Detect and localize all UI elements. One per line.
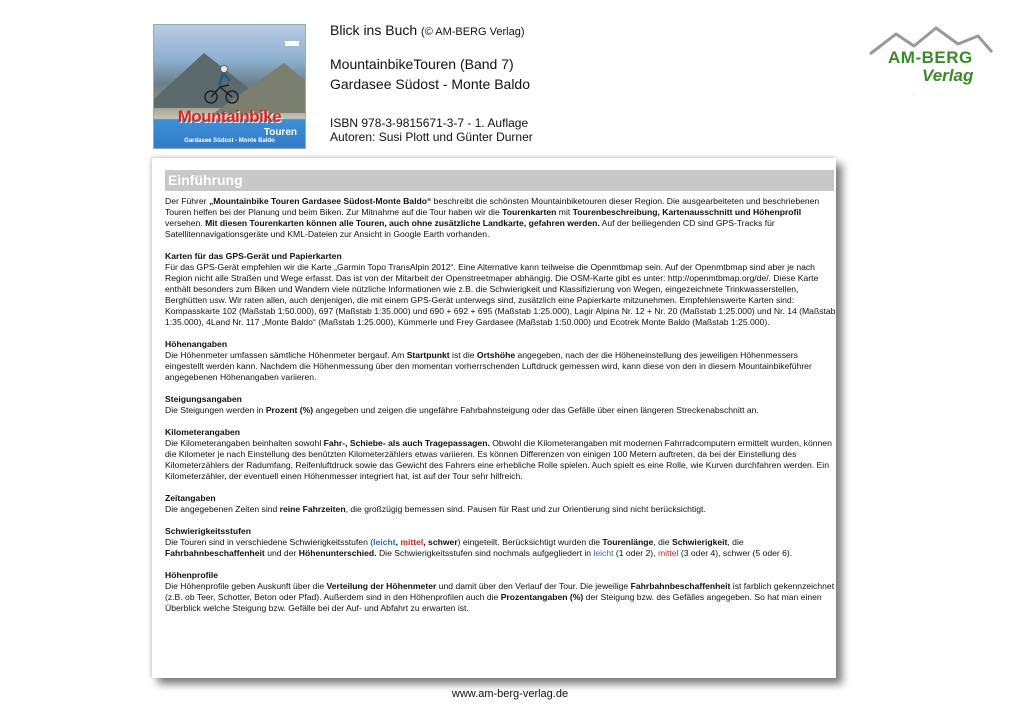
text-run: ist die — [449, 350, 477, 360]
heading-hoehenprofile: Höhenprofile — [165, 570, 218, 580]
text-run: , die — [727, 537, 744, 547]
text-run: Die angegebenen Zeiten sind — [165, 504, 280, 514]
cover-biker-image — [202, 59, 242, 105]
heading-kilometer: Kilometerangaben — [165, 427, 240, 437]
text-run: Fahrbahnbeschaffenheit — [165, 548, 265, 558]
footer-url[interactable]: www.am-berg-verlag.de — [451, 688, 569, 700]
cover-publisher-logo — [285, 41, 299, 46]
text-run: (1 oder 2), — [613, 548, 658, 558]
heading-gps: Karten für das GPS-Gerät und Papierkarten — [165, 251, 342, 261]
book-title: MountainbikeTouren (Band 7) — [330, 56, 514, 72]
text-run: , — [395, 537, 401, 547]
text-run: mittel — [657, 548, 679, 558]
text-run: Tourenlänge — [602, 537, 654, 547]
text-run: Die Höhenprofile geben Auskunft über die — [165, 581, 327, 591]
book-authors: Autoren: Susi Plott und Günter Durner — [330, 130, 533, 144]
section-heading-bar — [165, 170, 834, 191]
text-run: Obwohl die Kilometerangaben mit modernen Fahrradcomputern ermittelt wurden, können die Kilometer je nach Einstellung des benützten Kilometerzählers etwas variieren. Es können Differenzen von einigen 100 Metern auftreten, da bei der Einstellung des Kilometerzählers der Radumfang, Reifenluftdruck sowie das Gewicht des Fahrers eine erhebliche Rolle spielen. Auch spielt es eine Rolle, wie Kurven durchfahren werden. Ein Kilometerzähler, der eventuell einen Höhenmesser integriert hat, ist auf der Tour sehr hilfreich. — [165, 438, 832, 481]
paragraph-hoehe — [165, 350, 837, 383]
paragraph-schwierigkeit — [165, 537, 837, 559]
text-run: , schwer — [423, 537, 458, 547]
text-run: Mit diesen Tourenkarten können alle Touren, auch ohne zusätzliche Landkarte, gefahren werden. — [205, 218, 600, 228]
text-run: „Mountainbike Touren Gardasee Südost-Monte Baldo“ — [208, 196, 432, 206]
text-run: Die Höhenmeter umfassen sämtliche Höhenmeter bergauf. Am — [165, 350, 407, 360]
text-run: Tourenkarten — [502, 207, 557, 217]
paragraph-steigung — [165, 405, 837, 416]
cover-brand: Mountainbike — [177, 107, 282, 126]
logo-text-verlag: Verlag — [922, 66, 974, 85]
book-subtitle: Gardasee Südost - Monte Baldo — [330, 76, 531, 92]
heading-schwierigkeit: Schwierigkeitsstufen — [165, 526, 251, 536]
text-run: angegeben, nach der die Höheneinstellung des jeweiligen Höhenmessers eingestellt werden kann. Nachdem die Höhenmessung über den momentan vorherrschenden Luftdruck gemessen wird, kann diese von den in diesem Mountainbikeführer angegebenen Höhenangaben variieren. — [165, 350, 812, 382]
heading-zeit: Zeitangaben — [165, 493, 216, 503]
text-run: Startpunkt — [406, 350, 450, 360]
logo-text-amberg: AM-BERG — [888, 48, 973, 67]
text-run: , die — [653, 537, 672, 547]
paragraph-kilometer — [165, 438, 837, 482]
text-run: Ortshöhe — [476, 350, 516, 360]
text-run: beschreibt die schönsten Mountainbiketouren dieser Region. Die ausgearbeiteten und beschriebenen Touren helfen bei der Planung und beim Biken. Zur Mitnahme auf die Tour haben wir die — [165, 196, 820, 217]
text-run: (3 oder 4), schwer (5 oder 6). — [678, 548, 793, 558]
book-isbn: ISBN 978-3-9815671-3-7 - 1. Auflage — [330, 116, 529, 130]
text-run: Die Kilometerangaben beinhalten sowohl — [165, 438, 324, 448]
text-run: Prozent (%) — [265, 405, 314, 415]
text-run: Höhenunterschied. — [298, 548, 377, 558]
publisher-logo[interactable] — [866, 24, 994, 90]
text-run: ist farblich gekennzeichnet (z.B. ob Teer, Schotter, Beton oder Pfad). Außerdem sind in den Höhenprofilen auch die — [165, 581, 835, 602]
header-copyright: (© AM-BERG Verlag) — [421, 26, 525, 38]
text-run: mit — [556, 207, 573, 217]
text-run: versehen. — [165, 218, 206, 228]
cover-subtitle: Touren — [263, 127, 297, 138]
header-title: Blick ins Buch — [330, 22, 418, 38]
text-run: Die Steigungen werden in — [165, 405, 266, 415]
paragraph-intro — [165, 196, 837, 240]
page-content — [165, 196, 837, 625]
heading-hoehe: Höhenangaben — [165, 339, 228, 349]
paragraph-gps — [165, 262, 837, 328]
text-run: Tourenbeschreibung, Kartenausschnitt und Höhenprofil — [572, 207, 802, 217]
book-cover — [153, 24, 306, 149]
text-run: angegeben und zeigen die ungefähre Fahrbahnsteigung oder das Gefälle über einen längeren Streckenabschnitt an. — [313, 405, 759, 415]
text-run: Fahr-, Schiebe- als auch Tragepassagen. — [323, 438, 490, 448]
text-run: Fahrbahnbeschaffenheit — [630, 581, 731, 591]
text-run: , die großzügig bemessen sind. Pausen für Rast und zur Orientierung sind nicht berücksichtigt. — [345, 504, 706, 514]
text-run: Der Führer — [165, 196, 209, 206]
text-run: Verteilung der Höhenmeter — [326, 581, 437, 591]
text-run: Schwierigkeit — [671, 537, 728, 547]
text-run: reine Fahrzeiten — [279, 504, 346, 514]
text-run: Die Schwierigkeitsstufen sind nochmals aufgegliedert in — [376, 548, 594, 558]
text-run: leicht — [373, 537, 396, 547]
text-run: leicht — [593, 548, 614, 558]
text-run: Prozentangaben (%) — [500, 592, 584, 602]
heading-steigung: Steigungsangaben — [165, 394, 242, 404]
text-run: Auf der beiliegenden CD sind GPS-Tracks für Satellitennavigationsgeräte und KML-Dateien zur Ansicht in Google Earth vorhanden. — [165, 218, 775, 239]
text-run: mittel — [400, 537, 424, 547]
cover-region: Gardasee Südost - Monte Baldo — [184, 138, 275, 144]
text-run: und der — [264, 548, 299, 558]
text-run: ) eingeteilt. Berücksichtigt wurden die — [457, 537, 603, 547]
text-run: und damit über den Verlauf der Tour. Die jeweilige — [436, 581, 631, 591]
text-run: Für das GPS-Gerät empfehlen wir die Karte „Garmin Topo TransAlpin 2012“. Eine Alternative kann teilweise die Openmtbmap sein. Auf der Openmtbmap sind aber je nach Region nicht alle Straßen und Wege erfasst. Das ist von der Mitarbeit der Openstreetmaper abhängig. Die OSM-Karte gibt es unter: http://openmtbmap.org/de/. Diese Karte enthält besonders zum Biken und Wandern viele nützliche Informationen wie z.B. die Schwierigkeit und Klassifizierung von Wegen, eingezeichnete Trinkwasserstellen, Berghütten usw. Wir raten allen, auch denjenigen, die mit einem GPS-Gerät unterwegs sind, zusätzlich eine Papierkarte mitzunehmen. Empfehlenswerte Karten sind: Kompasskarte 102 (Maßstab 1:50.000), 697 (Maßstab 1:35.000) und 690 + 692 + 695 (Maßstab 1:25.000), Lagir Alpina Nr. 12 + Nr. 20 (Maßstab 1:25.000) und Nr. 14 (Maßstab 1:35.000), 4Land Nr. 117 „Monte Baldo“ (Maßstab 1:25.000), Kümmerle und Frey Gardasee (Maßstab 1:50.000) und Ecotrek Monte Baldo (Maßstab 1:25.000). — [165, 262, 836, 327]
book-page-preview — [152, 158, 836, 678]
text-run: der Steigung bzw. des Gefälles angegeben. So hat man einen Überblick welche Steigung bzw. Gefälle bei der Auf- und Abfahrt zu erwarten ist. — [165, 592, 822, 613]
text-run: Die Touren sind in verschiedene Schwierigkeitsstufen ( — [165, 537, 374, 547]
paragraph-hoehenprofile — [165, 581, 837, 614]
paragraph-zeit — [165, 504, 837, 515]
section-title: Einführung — [168, 172, 243, 188]
